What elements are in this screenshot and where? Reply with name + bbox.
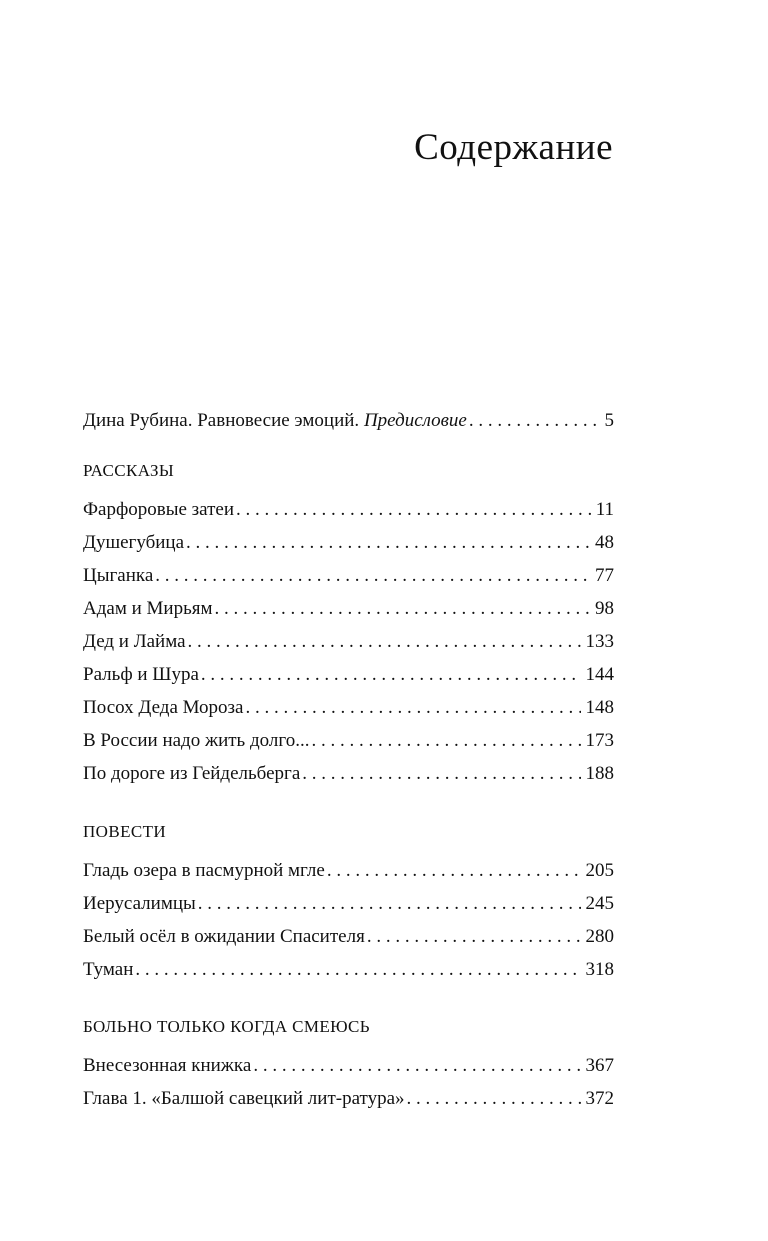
toc-entry — [83, 658, 614, 691]
page-title: Содержание — [414, 127, 613, 168]
dot-leader — [201, 658, 581, 691]
toc-entry-page: 148 — [585, 697, 614, 718]
preface-author-title: Дина Рубина. Равновесие эмоций. — [83, 410, 364, 431]
toc-entry-page: 98 — [595, 598, 614, 619]
dot-leader — [198, 887, 581, 920]
toc-entry — [83, 953, 614, 986]
toc-entry — [83, 1049, 614, 1082]
toc-entry-page: 144 — [585, 664, 614, 685]
toc-entry-page: 318 — [585, 959, 614, 980]
toc-entry — [83, 887, 614, 920]
toc-entry-page: 205 — [585, 860, 614, 881]
dot-leader — [367, 920, 581, 953]
toc-entry-page: 173 — [585, 730, 614, 751]
dot-leader — [246, 691, 581, 724]
dot-leader — [327, 854, 581, 887]
toc-entry-title: Посох Деда Мороза — [83, 697, 244, 718]
toc-entry-page: 280 — [585, 926, 614, 947]
toc-entry — [83, 920, 614, 953]
dot-leader — [469, 404, 599, 437]
toc-entry — [83, 592, 614, 625]
toc-entry-title: Глава 1. «Балшой савецкий лит-ратура» — [83, 1088, 405, 1109]
toc-entry-title: Душегубица — [83, 532, 185, 553]
toc-entry — [83, 724, 614, 757]
toc-entry — [83, 854, 614, 887]
toc-entry-title: Туман — [83, 959, 134, 980]
toc-entry-title: Дед и Лайма — [83, 631, 186, 652]
toc-entry-page: 48 — [595, 532, 614, 553]
toc-entry-page: 367 — [585, 1055, 614, 1076]
section-heading-novellas: ПОВЕСТИ — [83, 822, 167, 841]
toc-entry-page: 133 — [585, 631, 614, 652]
dot-leader — [253, 1049, 580, 1082]
toc-entry — [83, 526, 614, 559]
toc-entry-page: 11 — [595, 499, 614, 520]
toc-entry-title: Гладь озера в пасмурной мгле — [83, 860, 325, 881]
toc-entry-page: 77 — [595, 565, 614, 586]
toc-entry-page: 5 — [604, 410, 614, 431]
dot-leader — [407, 1082, 581, 1115]
toc-entry-title: По дороге из Гейдельберга — [83, 763, 301, 784]
dot-leader — [215, 592, 590, 625]
dot-leader — [155, 559, 590, 592]
dot-leader — [186, 526, 590, 559]
dot-leader — [236, 493, 591, 526]
toc-entry-title: Фарфоровые затеи — [83, 499, 235, 520]
toc-entry — [83, 493, 614, 526]
toc-entry — [83, 691, 614, 724]
toc-entry — [83, 625, 614, 658]
toc-entry-title: Белый осёл в ожидании Спасителя — [83, 926, 365, 947]
preface-label: Предисловие — [363, 410, 467, 431]
dot-leader — [311, 724, 580, 757]
toc-entry — [83, 559, 614, 592]
toc-entry-page: 245 — [585, 893, 614, 914]
dot-leader — [188, 625, 581, 658]
toc-entry-preface — [83, 404, 614, 437]
toc-entry-page: 372 — [585, 1088, 614, 1109]
toc-entry-title — [83, 404, 467, 437]
table-of-contents — [83, 404, 614, 1115]
toc-entry-title: Цыганка — [83, 565, 154, 586]
toc-entry-title: Иерусалимцы — [83, 893, 196, 914]
dot-leader — [302, 757, 580, 790]
toc-entry-title: Адам и Мирьям — [83, 598, 213, 619]
toc-entry-title: Внесезонная книжка — [83, 1055, 252, 1076]
toc-entry — [83, 1082, 614, 1115]
toc-entry-title: В России надо жить долго... — [83, 730, 310, 751]
toc-entry-title: Ральф и Шура — [83, 664, 199, 685]
dot-leader — [135, 953, 580, 986]
section-heading-stories: РАССКАЗЫ — [83, 461, 175, 480]
section-heading-hurts-only-when-laughing: БОЛЬНО ТОЛЬКО КОГДА СМЕЮСЬ — [83, 1017, 370, 1036]
toc-entry-page: 188 — [585, 763, 614, 784]
toc-entry — [83, 757, 614, 790]
